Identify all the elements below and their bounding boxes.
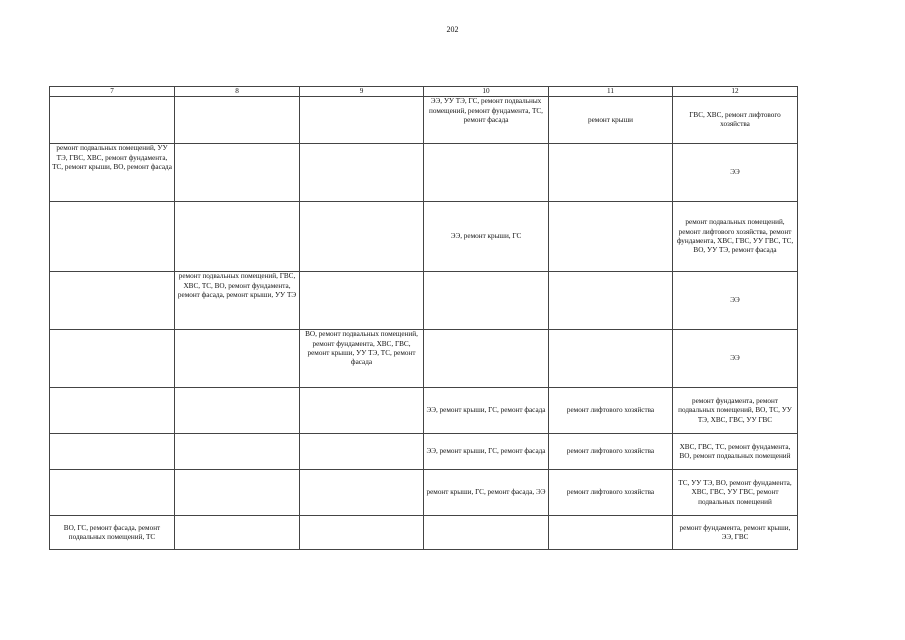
table-cell: ремонт подвальных помещений, УУ ТЭ, ГВС, ХВС, ремонт фундамента, ТС, ремонт крыши, ВО, ремонт фасада [50, 144, 175, 202]
table-cell [424, 330, 549, 388]
table-cell: ремонт крыши, ГС, ремонт фасада, ЭЭ [424, 470, 549, 516]
table-cell [175, 144, 300, 202]
table-cell: ремонт лифтового хозяйства [549, 470, 673, 516]
table-cell [300, 434, 424, 470]
table-cell: ЭЭ, ремонт крыши, ГС [424, 202, 549, 272]
table-cell: ремонт фундамента, ремонт подвальных помещений, ВО, ТС, УУ ТЭ, ХВС, ГВС, УУ ГВС [673, 388, 798, 434]
table-cell: ремонт лифтового хозяйства [549, 388, 673, 434]
table-cell: ВО, ремонт подвальных помещений, ремонт фундамента, ХВС, ГВС, ремонт крыши, УУ ТЭ, ТС, ремонт фасада [300, 330, 424, 388]
table-row [50, 434, 798, 470]
page-number: 202 [446, 25, 459, 34]
table-cell [50, 388, 175, 434]
table-cell [300, 470, 424, 516]
table-cell [50, 470, 175, 516]
column-header: 8 [175, 87, 300, 97]
table-cell [424, 144, 549, 202]
table-cell: ГВС, ХВС, ремонт лифтового хозяйства [673, 97, 798, 144]
table-row [50, 330, 798, 388]
table-cell [549, 202, 673, 272]
table-cell [300, 97, 424, 144]
table-row [50, 202, 798, 272]
table-cell: ремонт подвальных помещений, ремонт лифтового хозяйства, ремонт фундамента, ХВС, ГВС, УУ ГВС, ТС, ВО, УУ ТЭ, ремонт фасада [673, 202, 798, 272]
table-cell [300, 202, 424, 272]
table-cell [50, 434, 175, 470]
table-row [50, 388, 798, 434]
table-cell: ЭЭ [673, 272, 798, 330]
table-row [50, 272, 798, 330]
table-cell: ХВС, ГВС, ТС, ремонт фундамента, ВО, ремонт подвальных помещений [673, 434, 798, 470]
table-cell [300, 388, 424, 434]
table-cell [50, 97, 175, 144]
table-cell: ЭЭ, ремонт крыши, ГС, ремонт фасада [424, 434, 549, 470]
table-cell [300, 144, 424, 202]
table-cell [424, 272, 549, 330]
table-cell [50, 202, 175, 272]
table-cell: ремонт подвальных помещений, ГВС, ХВС, ТС, ВО, ремонт фундамента, ремонт фасада, ремонт крыши, УУ ТЭ [175, 272, 300, 330]
table-cell [549, 144, 673, 202]
table-row [50, 516, 798, 550]
table-cell: ЭЭ [673, 144, 798, 202]
table-cell [175, 202, 300, 272]
table-row [50, 470, 798, 516]
table-cell [424, 516, 549, 550]
header-row [50, 87, 798, 97]
table-cell [175, 434, 300, 470]
table-cell: ЭЭ [673, 330, 798, 388]
table-cell: ремонт крыши [549, 97, 673, 144]
table-cell: ВО, ГС, ремонт фасада, ремонт подвальных помещений, ТС [50, 516, 175, 550]
table-cell: ЭЭ, УУ ТЭ, ГС, ремонт подвальных помещений, ремонт фундамента, ТС, ремонт фасада [424, 97, 549, 144]
table-cell [549, 516, 673, 550]
table-cell [175, 470, 300, 516]
table-row [50, 97, 798, 144]
table-cell [300, 272, 424, 330]
column-header: 7 [50, 87, 175, 97]
table-cell: ЭЭ, ремонт крыши, ГС, ремонт фасада [424, 388, 549, 434]
column-header: 9 [300, 87, 424, 97]
table-cell [175, 516, 300, 550]
column-header: 12 [673, 87, 798, 97]
table-cell: ТС, УУ ТЭ, ВО, ремонт фундамента, ХВС, ГВС, УУ ГВС, ремонт подвальных помещений [673, 470, 798, 516]
table-row [50, 144, 798, 202]
table-cell [300, 516, 424, 550]
table-cell [549, 330, 673, 388]
column-header: 10 [424, 87, 549, 97]
table-cell: ремонт лифтового хозяйства [549, 434, 673, 470]
table-cell [50, 272, 175, 330]
column-header: 11 [549, 87, 673, 97]
table-cell [175, 97, 300, 144]
table-cell [175, 388, 300, 434]
table-cell: ремонт фундамента, ремонт крыши, ЭЭ, ГВС [673, 516, 798, 550]
table-cell [50, 330, 175, 388]
table-cell [175, 330, 300, 388]
schedule-table [49, 86, 798, 550]
table-cell [549, 272, 673, 330]
